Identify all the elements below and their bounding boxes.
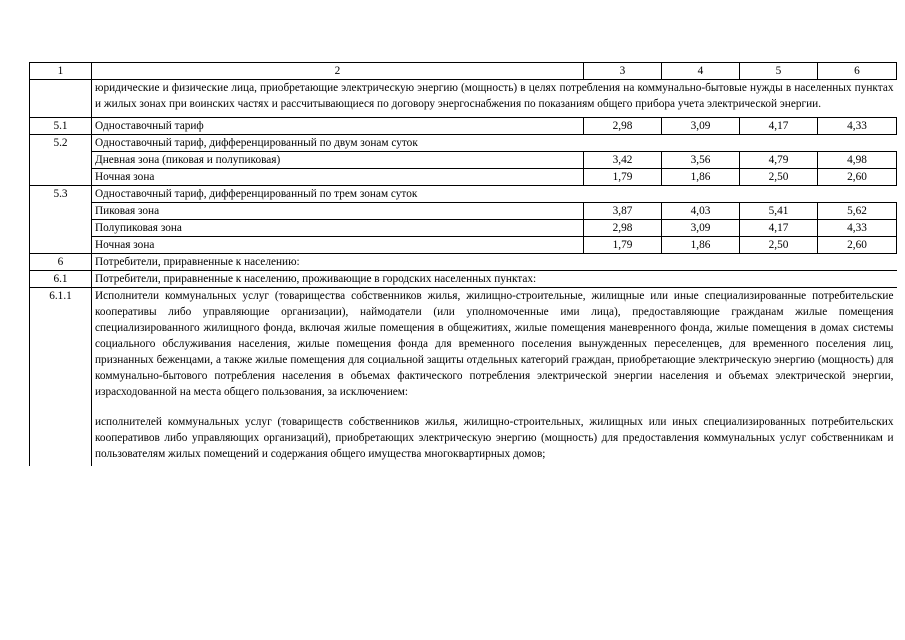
value-cell: 3,09 <box>662 118 740 135</box>
value-cell: 1,86 <box>662 237 740 254</box>
value-cell: 2,98 <box>584 118 662 135</box>
value-cell: 4,79 <box>740 152 818 169</box>
row-text <box>92 80 897 118</box>
table-row <box>30 169 897 186</box>
row-text: Одноставочный тариф, дифференцированный по двум зонам суток <box>92 135 897 152</box>
table-row <box>30 186 897 203</box>
value-cell: 3,42 <box>584 152 662 169</box>
row-text: Ночная зона <box>92 237 584 254</box>
row-number: 6 <box>30 254 92 271</box>
value-cell: 3,09 <box>662 220 740 237</box>
row-text: Ночная зона <box>92 169 584 186</box>
row-number <box>30 220 92 237</box>
header-cell: 2 <box>92 63 584 80</box>
row-number: 5.3 <box>30 186 92 203</box>
row-text: Одноставочный тариф <box>92 118 584 135</box>
row-number: 5.2 <box>30 135 92 152</box>
table-row <box>30 118 897 135</box>
value-cell: 2,50 <box>740 169 818 186</box>
row-text: Одноставочный тариф, дифференцированный по трем зонам суток <box>92 186 897 203</box>
value-cell: 5,62 <box>818 203 897 220</box>
row-text: Потребители, приравненные к населению: <box>92 254 897 271</box>
row-number <box>30 80 92 118</box>
table-row <box>30 203 897 220</box>
table-row <box>30 220 897 237</box>
value-cell: 2,50 <box>740 237 818 254</box>
row-number <box>30 203 92 220</box>
value-cell: 3,87 <box>584 203 662 220</box>
header-cell: 4 <box>662 63 740 80</box>
row-text: Потребители, приравненные к населению, проживающие в городских населенных пунктах: <box>92 271 897 288</box>
table-row <box>30 80 897 118</box>
value-cell: 2,98 <box>584 220 662 237</box>
row-number: 6.1.1 <box>30 288 92 467</box>
value-cell: 2,60 <box>818 169 897 186</box>
row-number: 6.1 <box>30 271 92 288</box>
row-number: 5.1 <box>30 118 92 135</box>
value-cell: 3,56 <box>662 152 740 169</box>
row-paragraph: юридические и физические лица, приобретающие электрическую энергию (мощность) в целях потребления на коммунально-бытовые нужды в населенных пунктах и жилых зонах при воинских частях и рассчитывающиеся по договору энергоснабжения по показаниям общего прибора учета электрической энергии. <box>95 82 894 110</box>
table-row <box>30 152 897 169</box>
row-text: Пиковая зона <box>92 203 584 220</box>
row-number <box>30 152 92 169</box>
header-cell: 6 <box>818 63 897 80</box>
value-cell: 1,86 <box>662 169 740 186</box>
value-cell: 2,60 <box>818 237 897 254</box>
row-number <box>30 237 92 254</box>
header-cell: 3 <box>584 63 662 80</box>
value-cell: 1,79 <box>584 169 662 186</box>
header-cell: 1 <box>30 63 92 80</box>
header-row <box>30 63 897 80</box>
row-paragraph: исполнителей коммунальных услуг (товариществ собственников жилья, жилищно-строительных, жилищных или иных специализированных потребительских кооперативов либо управляющих организаций), приобретающих электрическую энергию (мощность) для предоставления коммунальных услуг собственникам и пользователям жилых помещений и содержания общего имущества многоквартирных домов; <box>95 416 894 460</box>
value-cell: 4,33 <box>818 118 897 135</box>
table-row <box>30 135 897 152</box>
header-cell: 5 <box>740 63 818 80</box>
value-cell: 5,41 <box>740 203 818 220</box>
value-cell: 4,17 <box>740 118 818 135</box>
table-row <box>30 254 897 271</box>
row-paragraph: Исполнители коммунальных услуг (товарищества собственников жилья, жилищно-строительные, жилищные или иные специализированные потребительские кооперативы либо управляющие организации), наймодатели (или уполномоченные ими лица), предоставляющие гражданам жилые помещения специализированного жилищного фонда, включая жилые помещения в общежитиях, жилые помещения маневренного фонда, жилые помещения в домах системы социального обслуживания населения, жилые помещения фонда для временного поселения вынужденных переселенцев, для временного поселения лиц, признанных беженцами, а также жилые помещения для социальной защиты отдельных категорий граждан, приобретающие электрическую энергию (мощность) для коммунально-бытового потребления населения в объемах фактического потребления электрической энергии населения и объемах электрической энергии, израсходованной на места общего пользования, за исключением: <box>95 290 894 398</box>
table-row <box>30 237 897 254</box>
value-cell: 4,17 <box>740 220 818 237</box>
table-row <box>30 271 897 288</box>
value-cell: 1,79 <box>584 237 662 254</box>
value-cell: 4,03 <box>662 203 740 220</box>
row-text <box>92 288 897 467</box>
value-cell: 4,98 <box>818 152 897 169</box>
row-text: Дневная зона (пиковая и полупиковая) <box>92 152 584 169</box>
row-number <box>30 169 92 186</box>
tariff-table <box>29 62 897 466</box>
value-cell: 4,33 <box>818 220 897 237</box>
row-text: Полупиковая зона <box>92 220 584 237</box>
table-row <box>30 288 897 467</box>
